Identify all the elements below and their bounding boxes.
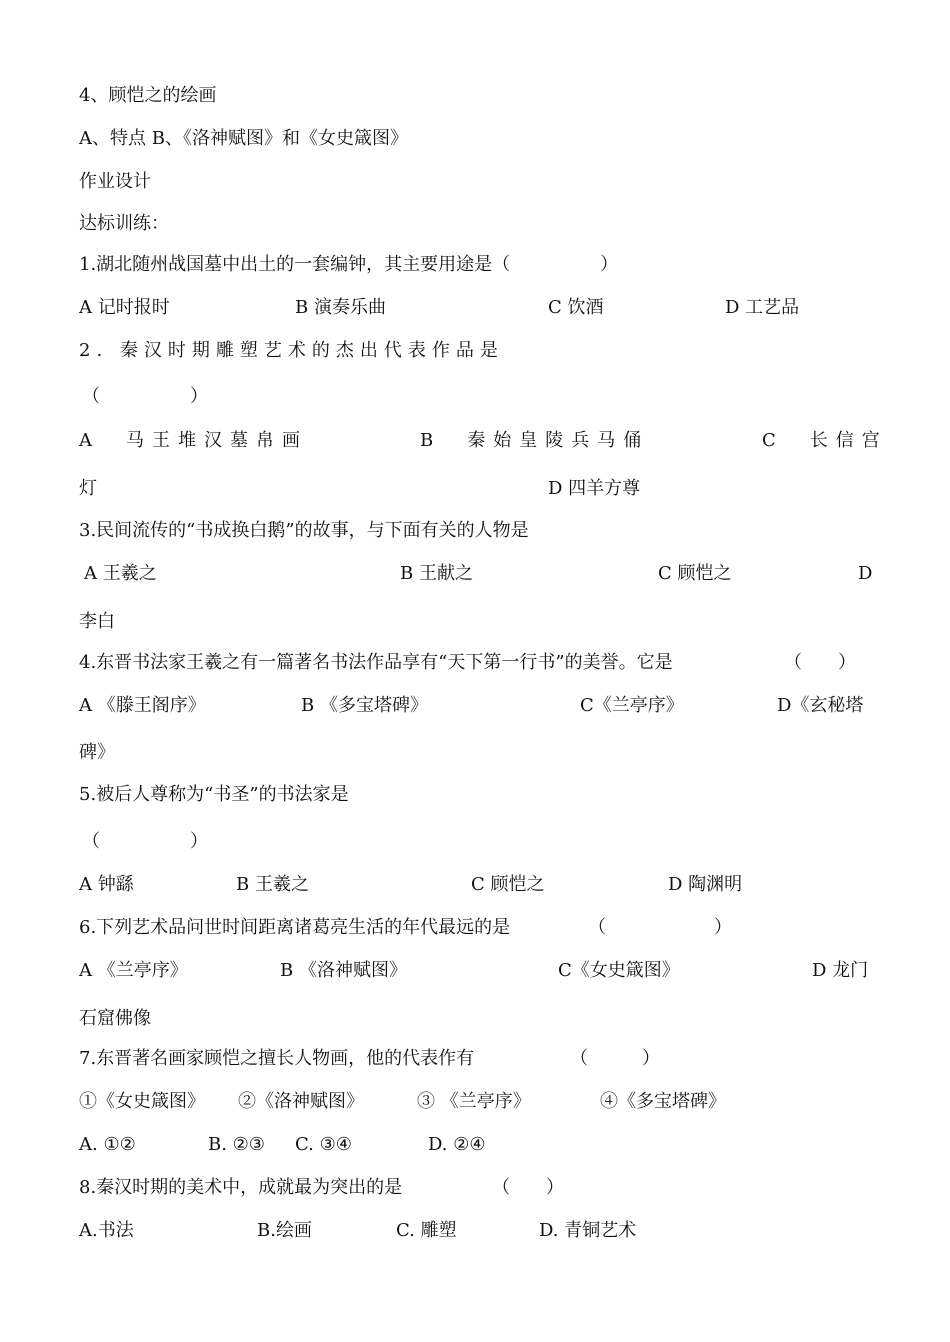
q5-stem: 5.被后人尊称为“书圣”的书法家是 — [79, 784, 349, 805]
q1-option-c: C 饮酒 — [548, 297, 604, 318]
q5-option-c: C 顾恺之 — [471, 874, 545, 895]
q3-option-d: D — [858, 563, 873, 584]
q8-stem: 8.秦汉时期的美术中，成就最为突出的是 — [79, 1177, 403, 1198]
q2-answer-paren: （ ） — [82, 386, 208, 407]
q7-option-b: B. ②③ — [208, 1134, 265, 1155]
q5-option-b: B 王羲之 — [236, 874, 309, 895]
q1-stem: 1.湖北随州战国墓中出土的一套编钟，其主要用途是（ ） — [79, 254, 619, 275]
q6-option-b: B 《洛神赋图》 — [280, 960, 407, 981]
q3-option-a: A 王羲之 — [84, 563, 157, 584]
q7-answer-paren: （ ） — [570, 1048, 660, 1069]
q7-item-1: ①《女史箴图》 — [79, 1091, 205, 1112]
q8-answer-paren: （ ） — [492, 1177, 564, 1198]
q6-option-c: C《女史箴图》 — [558, 960, 680, 981]
q8-option-d: D. 青铜艺术 — [539, 1220, 637, 1241]
q4-answer-paren: （ ） — [784, 652, 856, 673]
q2-option-d: D 四羊方尊 — [548, 478, 641, 499]
q7-item-3: ③ 《兰亭序》 — [417, 1091, 531, 1112]
section-heading-4: 4、顾恺之的绘画 — [79, 85, 217, 106]
q7-item-4: ④《多宝塔碑》 — [600, 1091, 726, 1112]
q6-option-d-cont: 石窟佛像 — [79, 1008, 151, 1029]
q7-item-2: ②《洛神赋图》 — [238, 1091, 364, 1112]
q6-option-a: A 《兰亭序》 — [79, 960, 188, 981]
q5-option-a: A 钟繇 — [79, 874, 134, 895]
q3-option-c: C 顾恺之 — [658, 563, 732, 584]
q7-option-a: A. ①② — [79, 1134, 136, 1155]
q7-option-d: D. ②④ — [428, 1134, 486, 1155]
q7-option-c: C. ③④ — [295, 1134, 352, 1155]
q4-option-b: B 《多宝塔碑》 — [301, 695, 428, 716]
q2-option-a: A 马王堆汉墓帛画 — [79, 430, 308, 451]
q4-option-d: D《玄秘塔 — [777, 695, 864, 716]
q5-answer-paren: （ ） — [82, 831, 208, 852]
q3-option-d-cont: 李白 — [79, 611, 115, 632]
training-heading: 达标训练： — [79, 213, 169, 234]
q3-option-b: B 王献之 — [400, 563, 473, 584]
q6-stem: 6.下列艺术品问世时间距离诸葛亮生活的年代最远的是 — [79, 917, 511, 938]
q4-option-c: C《兰亭序》 — [580, 695, 684, 716]
q1-option-b: B 演奏乐曲 — [295, 297, 386, 318]
q8-option-c: C. 雕塑 — [396, 1220, 457, 1241]
q2-option-b: B 秦始皇陵兵马俑 — [420, 430, 650, 451]
q5-option-d: D 陶渊明 — [668, 874, 743, 895]
q8-option-a: A.书法 — [79, 1220, 134, 1241]
q3-stem: 3.民间流传的“书成换白鹅”的故事，与下面有关的人物是 — [79, 520, 529, 541]
q2-option-c-cont: 灯 — [79, 478, 97, 499]
q1-option-d: D 工艺品 — [725, 297, 800, 318]
q6-option-d: D 龙门 — [812, 960, 869, 981]
homework-heading: 作业设计 — [79, 171, 151, 192]
q7-stem: 7.东晋著名画家顾恺之擅长人物画，他的代表作有 — [79, 1048, 475, 1069]
q4-option-a: A 《滕王阁序》 — [79, 695, 206, 716]
q4-stem: 4.东晋书法家王羲之有一篇著名书法作品享有“天下第一行书”的美誉。它是 — [79, 652, 673, 673]
q2-stem: 2. 秦汉时期雕塑艺术的杰出代表作品是 — [79, 340, 504, 361]
q2-option-c: C 长信宫 — [762, 430, 888, 451]
q8-option-b: B.绘画 — [257, 1220, 312, 1241]
section-heading-4-sub: A、特点 B、《洛神赋图》和《女史箴图》 — [79, 128, 408, 149]
q4-option-d-cont: 碑》 — [79, 742, 115, 763]
q6-answer-paren: （ ） — [588, 917, 732, 938]
q1-option-a: A 记时报时 — [79, 297, 170, 318]
